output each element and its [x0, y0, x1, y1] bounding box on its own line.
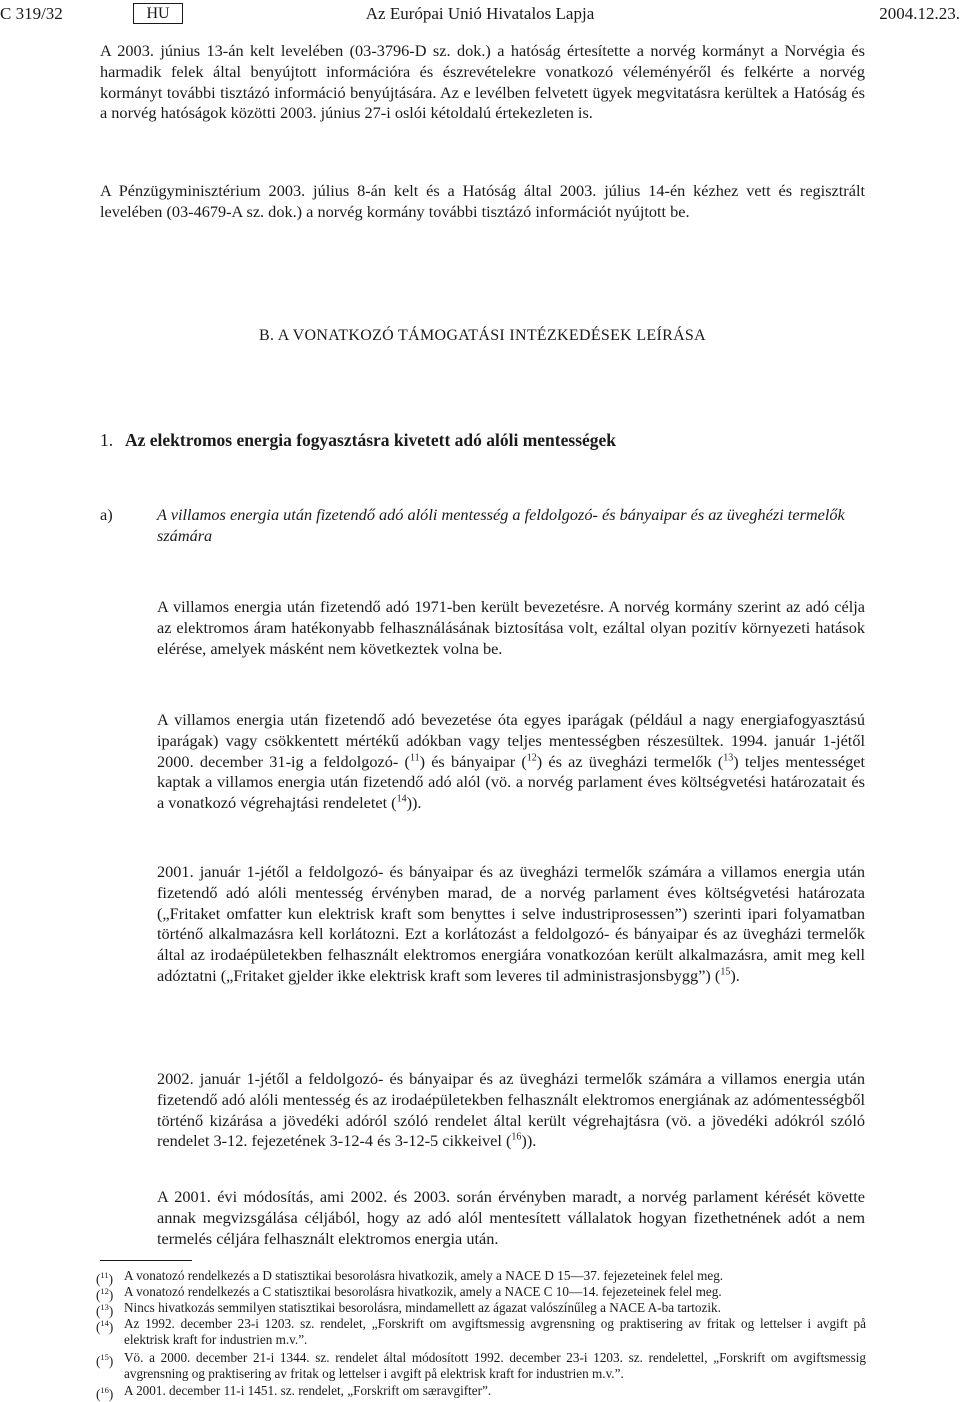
paragraph-2001-modification: A 2001. évi módosítás, ami 2002. és 2003. során érvényben maradt, a norvég parlament kérését követte annak megvizsgálása céljából, hogy az adó alól mentesített vállalatok hogyan fizethetnének adót a nem termelés céljára felhasznált elektromos energia után. — [157, 1187, 865, 1248]
subheading-title: A villamos energia után fizetendő adó alóli mentesség a feldolgozó- és bányaipar és az üveghézi termelők számára — [157, 505, 845, 545]
footnote-ref-13[interactable]: 13 — [723, 752, 734, 764]
section-title-b: B. A VONATKOZÓ TÁMOGATÁSI INTÉZKEDÉSEK LEÍRÁSA — [259, 327, 706, 344]
page-header — [0, 0, 960, 30]
footnote-ref-15[interactable]: 15 — [720, 966, 731, 978]
paragraph-ministry-letter: A Pénzügyminisztérium 2003. július 8-án kelt és a Hatóság által 2003. július 14-én kézhez vett és regisztrált levelében (03-4679-A sz. dok.) a norvég kormány további tisztázó információt nyújtott be. — [100, 181, 865, 221]
footnote-16: ($^{16}$) A 2001. december 11-i 1451. sz. rendelet, „Forskrift om særavgifter”. — [96, 1383, 492, 1402]
footnote-14: ($^{14}$) Az 1992. december 23-i 1203. sz. rendelet, „Forskrift om avgiftsmessig avgrensning og praktisering av fritak og lettelser i avgift på elektrisk kraft for industrien m.v.”. — [96, 1316, 866, 1347]
paragraph-tax-introduction: A villamos energia után fizetendő adó 1971-ben került bevezetésre. A norvég kormány szerint az adó célja az elektromos áram hatékonyabb felhasználásának biztosítása volt, ezáltal olyan pozitív környezeti hatások elérése, amelyek másként nem következtek volna be. — [157, 597, 865, 658]
footnote-separator — [100, 1260, 192, 1261]
footnote-13: ($^{13}$) Nincs hivatkozás semmilyen statisztikai besorolásra, mindamellett az ágazat valószínűleg a NACE A-ba tartozik. — [96, 1300, 721, 1319]
footnote-12: ($^{12}$) A vonatozó rendelkezés a C statisztikai besorolásra hivatkozik, amely a NACE C 10—14. fejezeteinek felel meg. — [96, 1284, 722, 1303]
paragraph-exemptions-1994: A villamos energia után fizetendő adó bevezetése óta egyes iparágak (például a nagy energiafogyasztású iparágak) vagy csökkentett mértékű adókban vagy teljes mentességben részesültek. 1994. január 1-jétől 2000. december 31-ig a feldolgozó- ($^{11}$) és bányaipar ($^{12}$) és az üvegházi termelők ($^{13}$) teljes mentességet kaptak a villamos energia után fizetendő adó alól (vö. a norvég parlament éves költségvetési határozatait és a vonatkozó végrehajtási rendeletet ($^{14}$)). — [157, 710, 865, 813]
footnote-11: ($^{11}$) A vonatozó rendelkezés a D statisztikai besorolásra hivatkozik, amely a NACE D 15—37. fejezeteinek felel meg. — [96, 1268, 724, 1287]
heading-title: Az elektromos energia fogyasztásra kivetett adó alóli mentességek — [125, 430, 617, 450]
footnote-ref-12[interactable]: 12 — [526, 752, 537, 764]
footnote-ref-16[interactable]: 16 — [511, 1131, 522, 1143]
footnote-ref-11[interactable]: 11 — [409, 752, 420, 764]
heading-number: 1. — [100, 430, 114, 450]
paragraph-2002-regulation: 2002. január 1-jétől a feldolgozó- és bányaipar és az üvegházi termelők számára a villamos energia után fizetendő adó alóli mentesség és az irodaépületekben felhasznált elektromos energiának az adómentességből történő kizárása a jövedéki adóról szóló rendelet által került végrehajtásra (vö. a jövedéki adókról szóló rendelet 3-12. fejezetének 3-12-4 és 3-12-5 cikkeivel ($^{16}$)). — [157, 1069, 865, 1151]
journal-title: Az Európai Unió Hivatalos Lapja — [365, 4, 595, 23]
subheading-letter: a) — [100, 505, 113, 524]
page-number: C 319/32 — [0, 4, 63, 23]
paragraph-2001-amendment: 2001. január 1-jétől a feldolgozó- és bányaipar és az üvegházi termelők számára a villamos energia után fizetendő adó alóli mentesség érvényben marad, de a norvég parlament éves költségvetési határozata („Fritaket omfatter kun elektrisk kraft som benyttes i selve industriprosessen”) szerinti ipari folyamatban történő alkalmazásra kell korlátozni. Ezt a korlátozást a feldolgozó- és bányaipar és az üvegházi termelők által az irodaépületekben felhasznált elektromos energiára vonatkozóan került alkalmazásra, amit meg kell adóztatni („Fritaket gjelder ikke elektrisk kraft som leveres til administrasjonsbygg”) ($^{15}$). — [157, 862, 865, 985]
heading-1 — [100, 430, 616, 451]
publication-date: 2004.12.23. — [879, 4, 960, 23]
footnote-ref-14[interactable]: 14 — [396, 793, 407, 805]
language-badge: HU — [133, 3, 183, 24]
paragraph-letter-2003-june: A 2003. június 13-án kelt levelében (03-3796-D sz. dok.) a hatóság értesítette a norvég kormányt a Norvégia és harmadik felek által benyújtott információra és észrevételekre vonatkozó véleményéről és felkérte a norvég kormányt további tisztázó információ benyújtására. Az e levélben felvetett ügyek megvitatásra kerültek a Hatóság és a norvég hatóságok közötti 2003. június 27-i oslói kétoldalú értekezleten is. — [100, 41, 865, 123]
footnote-15: ($^{15}$) Vö. a 2000. december 21-i 1344. sz. rendelet által módosított 1992. december 23-i 1203. sz. rendelettel, „Forskrift om avgiftsmessig avgrensning og praktisering av fritak og lettelser i avgift på elektrisk kraft for industrien m.v.”. — [96, 1350, 866, 1381]
